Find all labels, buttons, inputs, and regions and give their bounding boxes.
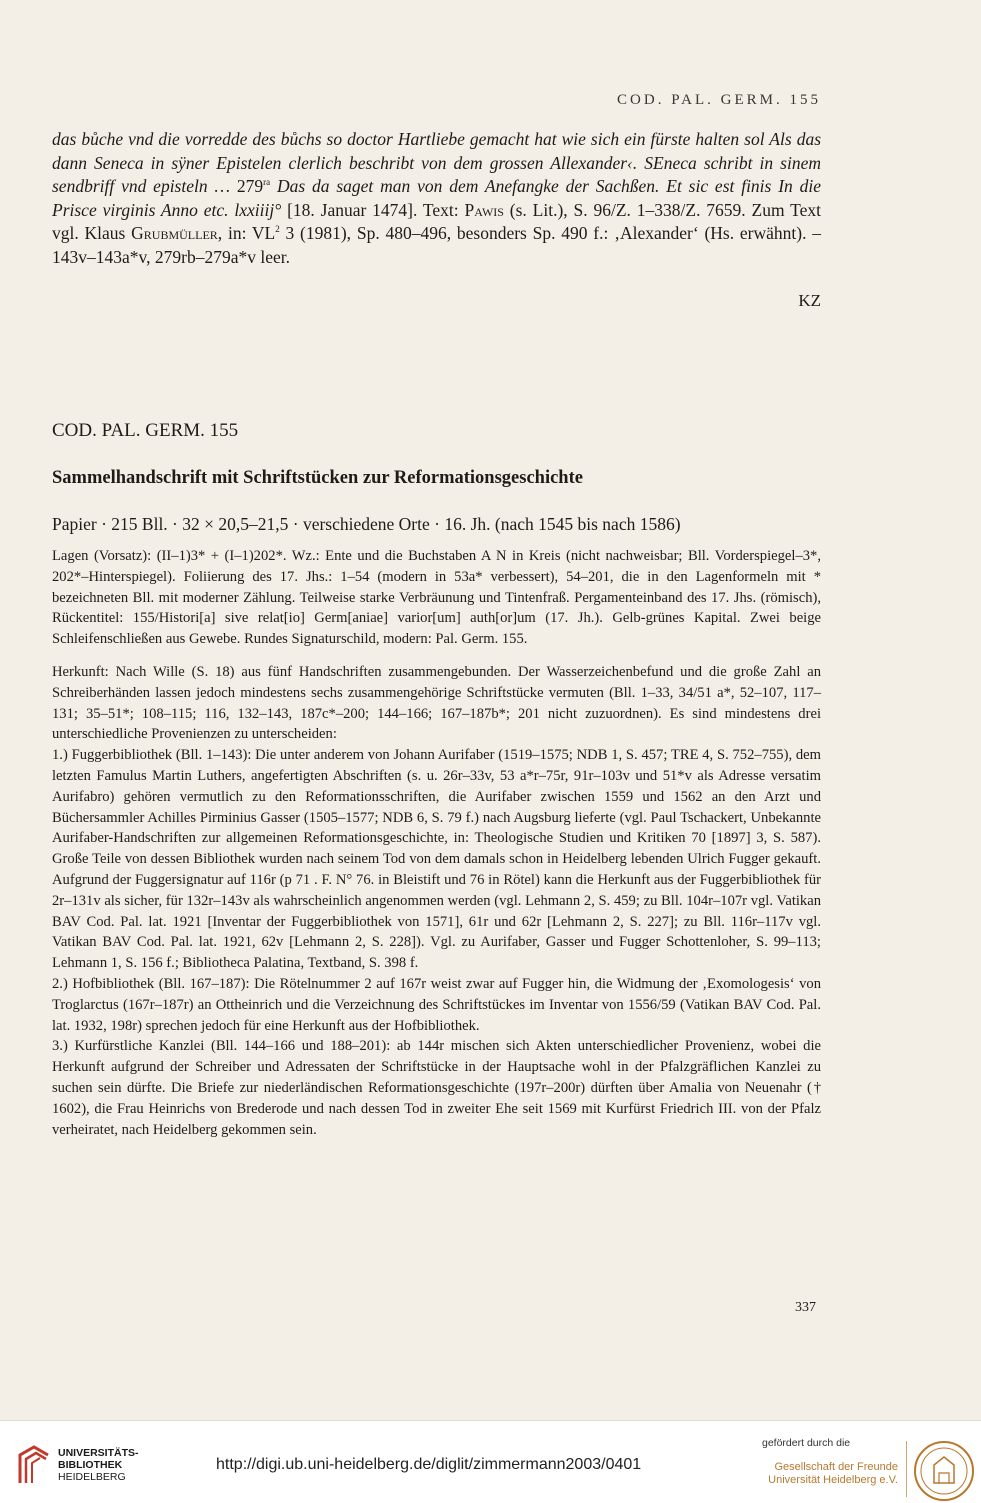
- ub-heidelberg-logo-icon[interactable]: [14, 1443, 54, 1487]
- lit-text: (s. Lit.), S. 96/Z. 1–338/Z. 7659. Zum Text vgl. Klaus: [52, 199, 821, 243]
- folio-ref: 279: [236, 176, 264, 196]
- lagen-paragraph: Lagen (Vorsatz): (II–1)3* + (I–1)202*. Wz.: Ente und die Buchstaben A N in Kreis (nicht nachweisbar; Bll. Vorderspiegel–3*, 202*–Hinterspiegel). Foliierung des 17. Jhs.: 1–54 (modern in 53a* verbessert), 54–201, die in den Lagenformeln mit * bezeichneten Bll. mit moderner Zählung. Teilweise starke Verbräunung und Tintenfraß. Pergamenteinband des 17. Jhs. (römisch), Rückentitel: 155/Histori[a] sive relat[io] Germ[aniae] varior[um] auth[or]um (17. Jh.). Gelb-grünes Kapital. Zwei beige Schleifenschließen aus Gewebe. Rundes Signaturschild, modern: Pal. Germ. 155.: [52, 548, 821, 648]
- viewer-footer: [0, 1420, 981, 1503]
- society-line-2: Universität Heidelberg e.V.: [768, 1474, 898, 1486]
- provenance-item-2: 2.) Hofbibliothek (Bll. 167–187): Die Rötelnummer 2 auf 167r weist zwar auf Fugger hin, die Widmung der ‚Exomologesis‘ von Troglarctus (167r–187r) an Ottheinrich und die Verzeichnung des Schriftstückes im Inventar von 1556/59 (Vatikan BAV Cod. Pal. lat. 1932, 198r) sprechen jedoch für eine Herkunft aus der Hofbibliothek.: [52, 975, 821, 1034]
- incipit-text: das bůche vnd die vorredde des bůchs so doctor Hartliebe gemacht hat wie sich ein fürste halten sol Als das dann Seneca in sÿner Epistelen clerlich beschribt von dem grossen Allexander‹. SEneca schribt in sinem sendbriff vnd episteln …: [52, 129, 821, 196]
- society-seal-icon[interactable]: [912, 1439, 976, 1503]
- running-head: COD. PAL. GERM. 155: [617, 92, 821, 108]
- folio-ref-sup: ra: [263, 177, 271, 188]
- ub-name[interactable]: [58, 1447, 139, 1483]
- footer-divider: [906, 1441, 907, 1497]
- ub-line-2: BIBLIOTHEK: [58, 1459, 123, 1471]
- herkunft-paragraph: Herkunft: Nach Wille (S. 18) aus fünf Handschriften zusammengebunden. Der Wasserzeichenbefund und die große Zahl an Schreiberhänden lassen jedoch mindestens sechs zusammengehörige Schriftstücke vermuten (Bll. 1–33, 34/51 a*, 52–107, 117–131; 35–51*; 108–115; 116, 132–143, 187c*–200; 144–166; 167–187b*; 201 nicht zuzuordnen). Es sind mindestens drei unterschiedliche Provenienzen zu unterscheiden:: [52, 663, 821, 743]
- ub-line-1: UNIVERSITÄTS-: [58, 1447, 139, 1459]
- author-grubmueller: Grubmüller: [131, 223, 218, 243]
- codex-title: COD. PAL. GERM. 155: [52, 420, 239, 441]
- codex-heading: Sammelhandschrift mit Schriftstücken zur Reformationsgeschichte: [52, 468, 583, 488]
- provenance-item-1: 1.) Fuggerbibliothek (Bll. 1–143): Die unter anderem von Johann Aurifaber (1519–1575; NDB 1, S. 457; TRE 4, S. 752–755), dem letzten Famulus Martin Luthers, angefertigten Abschriften (s. u. 26r–33v, 53 a*r–75r, 91r–103v und 51*v als Adresse versatim Aurifabro) gehören vermutlich zu den Reformationsschriften, die Aurifaber zwischen 1559 und 1562 an den Arzt und Büchersammler Achilles Pirminius Gasser (1505–1577; NDB 6, S. 79 f.) nach Augsburg lieferte (vgl. Paul Tschackert, Unbekannte Aurifaber-Handschriften zur allgemeinen Reformationsgeschichte, in: Theologische Studien und Kritiken 70 [1897] 3, S. 587). Große Teile von dessen Bibliothek wurden nach seinem Tod von dem damals schon in Heidelberg lebenden Ulrich Fugger gekauft. Aufgrund der Fuggersignatur auf 116r (p 71 . F. N° 76. in Bleistift und 76 in Rötel) kann die Herkunft aus der Fuggerbibliothek für 2r–131v als sicher, für 132r–143v als wahrscheinlich angenommen werden (vgl. Lehmann 2, S. 459; zu Bll. 104r–107r vgl. Vatikan BAV Cod. Pal. lat. 1921 [Inventar der Fuggerbibliothek von 1571], 61r und 62r [Lehmann 2, S. 227]; zu Bll. 116r–117v vgl. Vatikan BAV Cod. Pal. lat. 1921, 62v [Lehmann 2, S. 228]). Vgl. zu Aurifaber, Gasser und Fugger Schottenloher, S. 99–113; Lehmann 1, S. 156 f.; Bibliotheca Palatina, Textband, S. 398 f.: [52, 747, 821, 972]
- society-line-1: Gesellschaft der Freunde: [774, 1461, 898, 1473]
- vl-sup: 2: [275, 224, 280, 235]
- date-text: [18. Januar 1474]. Text:: [287, 199, 459, 220]
- explicit-text: Das da saget man von dem Anefangke der Sachßen. Et sic est finis In die Prisce virginis Anno etc. lxxiiij°: [52, 176, 822, 220]
- society-name[interactable]: [758, 1461, 898, 1487]
- vl-text: , in: VL: [217, 223, 276, 243]
- physical-description: Papier · 215 Bll. · 32 × 20,5–21,5 · verschiedene Orte · 16. Jh. (nach 1545 bis nach 1586): [52, 514, 681, 534]
- author-pawis: Pawis: [464, 199, 504, 220]
- rest-text: 3 (1981), Sp. 480–496, besonders Sp. 490 f.: ‚Alexander‘ (Hs. erwähnt). – 143v–143a*v, 279rb–279a*v leer.: [52, 223, 821, 267]
- funded-by-label: gefördert durch die: [762, 1437, 851, 1449]
- previous-entry-continuation: [52, 128, 821, 269]
- description-body: [52, 546, 821, 1140]
- provenance-item-3: 3.) Kurfürstliche Kanzlei (Bll. 144–166 und 188–201): ab 144r mischen sich Akten unterschiedlicher Provenienz, wobei die Herkunft aufgrund der Schreiber und Adressaten der Schriftstücke in der Hauptsache wohl in der Pfalzgräflichen Kanzlei zu suchen sein dürfte. Die Briefe zur niederländischen Reformationsgeschichte (197r–200r) dürften über Amalia von Neuenahr († 1602), die Frau Heinrichs von Brederode und nach dessen Tod in zweiter Ehe seit 1569 mit Kurfürst Friedrich III. von der Pfalz verheiratet, nach Heidelberg gekommen sein.: [52, 1038, 821, 1138]
- permalink-url[interactable]: http://digi.ub.uni-heidelberg.de/diglit/zimmermann2003/0401: [216, 1456, 642, 1473]
- author-signature: KZ: [798, 291, 821, 310]
- ub-line-3: HEIDELBERG: [58, 1471, 126, 1483]
- page-number: 337: [795, 1300, 816, 1315]
